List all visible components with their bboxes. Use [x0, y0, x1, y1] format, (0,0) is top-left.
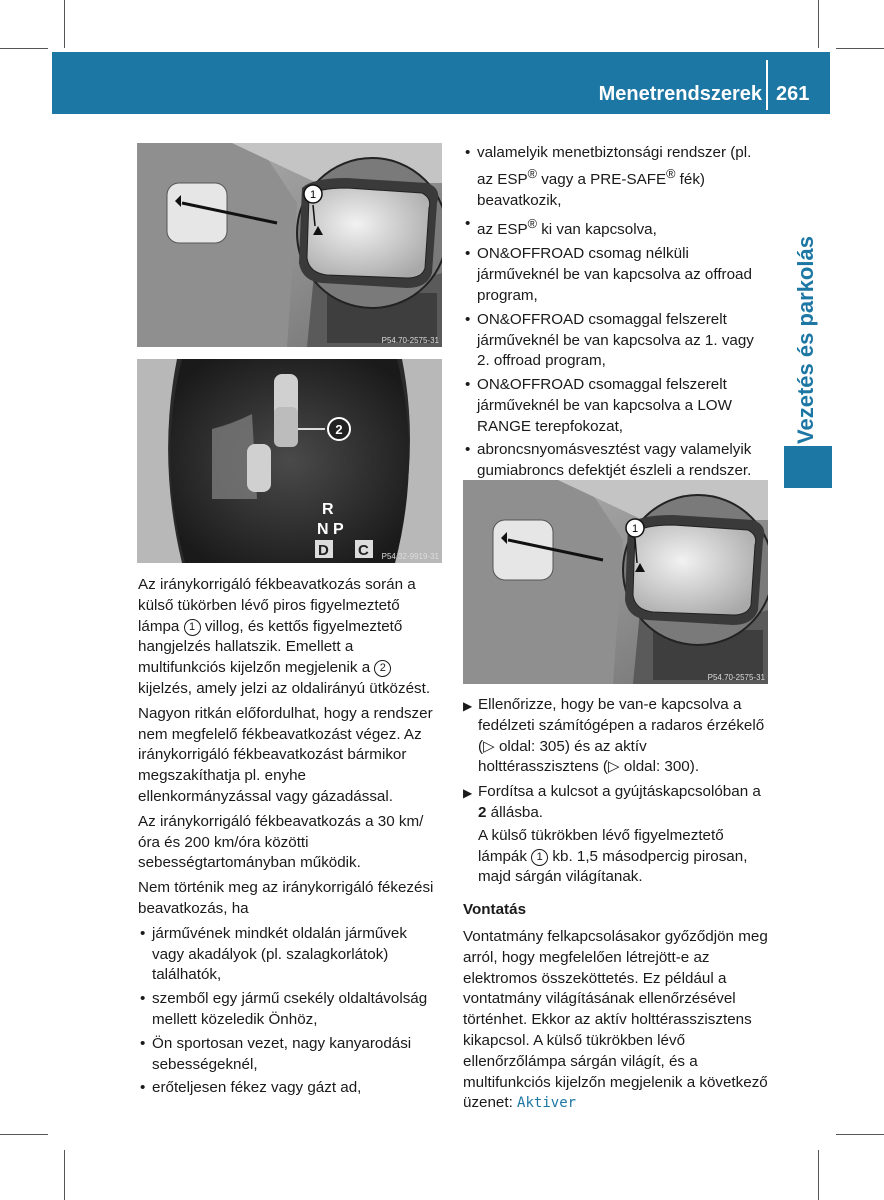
- text: Vontatmány felkapcsolásakor győződjön meg arról, hogy megfelelően létrejött-e az elektromos összeköttetés. Ez például a vontatmány világításának ellenőrzésével történhet. Ekkor az aktív holttérasszisztens kikapcsol. A külső tükrökben lévő ellenőrzőlámpa sárgán világít, és a multifunkciós kijelzőn megjelenik a következő üzenet:: [463, 927, 768, 1112]
- mirror-photo-2: [463, 480, 768, 684]
- text: villog, és kettős figyelmeztető hangjelzés hallatszik. Emellett a multifunkciós kijelzőn megjelenik a: [138, 617, 403, 677]
- mirror-illustration: [137, 143, 442, 347]
- text: valamelyik menetbiztonsági rendszer (pl. az ESP: [477, 144, 752, 188]
- condition-list: [138, 924, 443, 1099]
- cluster-illustration: [137, 359, 442, 563]
- page-reference[interactable]: ▷ oldal: 305: [483, 737, 565, 755]
- callout-1: 1: [309, 189, 317, 201]
- section-heading: Vontatás: [463, 901, 527, 919]
- mirror-photo: [137, 143, 442, 347]
- registered-mark: ®: [527, 217, 537, 232]
- page-number: 261: [776, 83, 810, 105]
- callout-1-ref: 1: [531, 849, 548, 866]
- side-tab-label: Vezetés és parkolás: [793, 236, 818, 444]
- list-item: • szemből egy jármű csekély oldaltávolság mellett közeledik Önhöz,: [138, 989, 443, 1031]
- list-item: • Ön sportosan vezet, nagy kanyarodási sebességeknél,: [138, 1034, 443, 1076]
- instruction-step: [463, 695, 768, 778]
- key-position: 2: [478, 803, 487, 821]
- display-message: Aktiver: [517, 1095, 577, 1112]
- gear-np-label: N P: [317, 521, 344, 538]
- text: kb. 1,5 másodpercig pirosan, majd sárgán világítanak.: [478, 847, 748, 886]
- callout-1-ref: 1: [184, 619, 201, 636]
- list-item: • erőteljesen fékez vagy gázt ad,: [138, 1078, 443, 1099]
- header-divider: [766, 60, 768, 110]
- text: ) és az aktív holttérasszisztens (: [478, 737, 647, 776]
- paragraph: [463, 927, 768, 1114]
- page-reference[interactable]: ▷ oldal: 300: [607, 758, 690, 776]
- paragraph: Nagyon ritkán előfordulhat, hogy a rendszer nem megfelelő fékbeavatkozást végez. Az iránykorrigáló fékbeavatkozást bármikor megszakíthatja pl. enyhe ellenkormányzással vagy gázadással.: [138, 704, 433, 805]
- registered-mark: ®: [666, 166, 676, 181]
- paragraph: [138, 575, 443, 700]
- text: ).: [689, 758, 700, 776]
- list-item: [463, 143, 768, 211]
- text: A külső tükrökben lévő figyelmeztető lámpák: [478, 826, 724, 865]
- right-column-bottom: [463, 695, 768, 1114]
- list-item: [463, 214, 768, 241]
- instruction-steps: [463, 695, 768, 888]
- gear-d-label: D: [318, 542, 329, 559]
- list-item: • járművének mindkét oldalán járművek vagy akadályok (pl. szalagkorlátok) találhatók,: [138, 924, 443, 986]
- crop-mark: [836, 48, 884, 49]
- text: Az iránykorrigáló fékbeavatkozás során a külső tükörben lévő piros figyelmeztető lámpa: [138, 576, 416, 635]
- callout-2: 2: [335, 422, 343, 437]
- text: az ESP: [477, 221, 528, 239]
- gear-r-label: R: [322, 501, 334, 518]
- text: állásba.: [486, 803, 544, 821]
- image-code: P54.70-2575-31: [381, 336, 439, 345]
- crop-mark: [836, 1134, 884, 1135]
- c-label: C: [358, 542, 369, 559]
- paragraph: Nem történik meg az iránykorrigáló fékezési beavatkozás, ha: [138, 879, 434, 917]
- callout-2-ref: 2: [374, 660, 391, 677]
- paragraph: Az iránykorrigáló fékbeavatkozás a 30 km/óra és 200 km/óra közötti sebességtartományban működik.: [138, 812, 424, 872]
- section-title: Menetrendszerek: [598, 83, 762, 105]
- text: vagy a PRE-SAFE: [536, 170, 667, 188]
- side-tab-marker: [784, 446, 832, 488]
- callout-1: 1: [631, 523, 639, 535]
- image-code: P54.32-9919-31: [381, 552, 439, 561]
- text: Fordítsa a kulcsot a gyújtáskapcsolóban a: [478, 783, 761, 801]
- cluster-photo: [137, 359, 442, 563]
- list-item: • ON&OFFROAD csomag nélküli járműveknél be van kapcsolva az offroad program,: [463, 244, 768, 306]
- mirror-illustration: [463, 480, 768, 684]
- condition-list-continued: [463, 143, 768, 482]
- list-item: • ON&OFFROAD csomaggal felszerelt járműveknél be van kapcsolva a LOW RANGE terepfokozat,: [463, 375, 768, 437]
- text: ki van kapcsolva,: [536, 221, 657, 239]
- list-item: • ON&OFFROAD csomaggal felszerelt járműveknél be van kapcsolva az 1. vagy 2. offroad program,: [463, 310, 768, 372]
- crop-mark: [0, 48, 48, 49]
- crop-mark: [818, 1150, 819, 1200]
- crop-mark: [64, 0, 65, 48]
- crop-mark: [64, 1150, 65, 1200]
- list-item: • abroncsnyomásvesztést vagy valamelyik gumiabroncs defektjét észleli a rendszer.: [463, 440, 768, 482]
- left-column: [138, 575, 443, 1103]
- step-arrow-icon: ▶: [463, 786, 473, 801]
- text: Ellenőrizze, hogy be van-e kapcsolva a fedélzeti számítógépen a radaros érzékelő (: [478, 696, 765, 755]
- text: kijelzés, amely jelzi az oldalirányú ütközést.: [138, 679, 431, 697]
- step-result: [478, 826, 768, 888]
- crop-mark: [0, 1134, 48, 1135]
- right-column-top: [463, 143, 768, 517]
- text: fék) beavatkozik,: [477, 170, 705, 209]
- instruction-step: [463, 782, 768, 888]
- image-code: P54.70-2575-31: [707, 673, 765, 682]
- registered-mark: ®: [527, 166, 537, 181]
- step-arrow-icon: ▶: [463, 699, 473, 713]
- crop-mark: [818, 0, 819, 48]
